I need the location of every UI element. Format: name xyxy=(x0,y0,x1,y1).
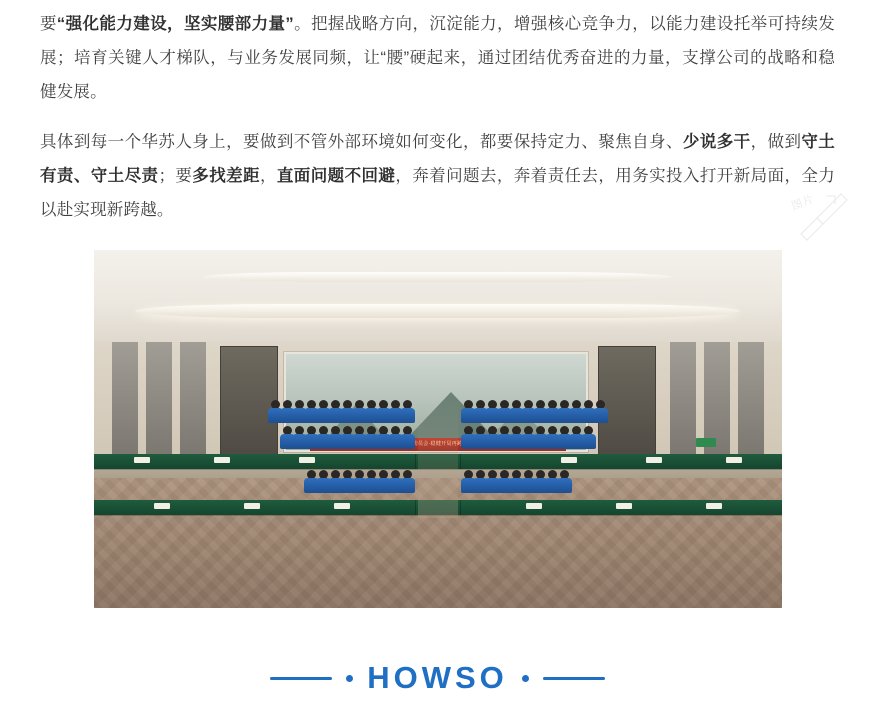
attendee xyxy=(403,400,412,409)
attendee xyxy=(596,400,605,409)
text-run: ， xyxy=(259,167,277,186)
text-run-bold: 守土有责、守土尽责 xyxy=(40,133,835,186)
attendee xyxy=(343,400,352,409)
logo-left-dash xyxy=(270,677,332,680)
text-run: 。把握战略方向，沉淀能力，增强核心竞争力，以能力建设托举可持续发展；培育关键人才梯队，与业务发展同频，让“腰”硬起来，通过团结优秀奋进的力量，支撑公司的战略和稳健发展。 xyxy=(40,15,836,101)
attendee xyxy=(271,400,280,409)
attendee xyxy=(584,400,593,409)
table-paper xyxy=(616,503,632,509)
ceiling-light-outer xyxy=(135,304,740,318)
footer-logo xyxy=(0,660,875,696)
table-paper xyxy=(526,503,542,509)
table-paper xyxy=(299,457,315,463)
attendee xyxy=(488,400,497,409)
attendee xyxy=(343,470,352,479)
table-paper xyxy=(154,503,170,509)
attendee xyxy=(464,470,473,479)
attendee xyxy=(343,426,352,435)
table-paper xyxy=(214,457,230,463)
paragraph-2 xyxy=(40,109,835,227)
attendee xyxy=(379,470,388,479)
attendee xyxy=(548,400,557,409)
text-run: 要 xyxy=(40,15,57,33)
attendee xyxy=(391,470,400,479)
text-run: 具体到每一个华苏人身上，要做到不管外部环境如何变化，都要保持定力、聚焦自身、 xyxy=(40,133,683,152)
attendee xyxy=(355,426,364,435)
meeting-photo xyxy=(94,250,782,608)
attendee xyxy=(524,400,533,409)
attendee xyxy=(548,426,557,435)
attendee xyxy=(500,400,509,409)
attendee xyxy=(355,470,364,479)
attendee xyxy=(307,400,316,409)
attendee xyxy=(295,400,304,409)
table-paper xyxy=(561,457,577,463)
attendee xyxy=(403,470,412,479)
attendee xyxy=(403,426,412,435)
attendee xyxy=(488,426,497,435)
text-run: ，做到 xyxy=(750,133,802,152)
center-aisle xyxy=(418,400,458,518)
table-paper xyxy=(646,457,662,463)
watermark-text: 图片 xyxy=(790,193,817,213)
logo-left-dot xyxy=(346,675,353,682)
attendee xyxy=(367,400,376,409)
attendee xyxy=(367,470,376,479)
attendee xyxy=(500,470,509,479)
text-run-bold: “强化能力建设，坚实腰部力量” xyxy=(56,15,294,33)
attendee xyxy=(512,470,521,479)
attendee xyxy=(464,426,473,435)
attendee xyxy=(391,426,400,435)
attendee xyxy=(476,426,485,435)
attendee xyxy=(560,470,569,479)
table-paper xyxy=(706,503,722,509)
attendee xyxy=(536,426,545,435)
attendee xyxy=(512,426,521,435)
attendee xyxy=(355,400,364,409)
attendee xyxy=(548,470,557,479)
logo-right-dot xyxy=(522,675,529,682)
text-run-bold: 多找差距 xyxy=(192,167,260,186)
ceiling-light-inner xyxy=(204,272,672,282)
attendee xyxy=(307,470,316,479)
attendee xyxy=(295,426,304,435)
attendee xyxy=(524,470,533,479)
attendee xyxy=(524,426,533,435)
attendee xyxy=(536,470,545,479)
table-paper xyxy=(244,503,260,509)
attendee xyxy=(391,400,400,409)
table-paper xyxy=(134,457,150,463)
attendee xyxy=(572,426,581,435)
text-run: ；要 xyxy=(158,167,193,186)
attendee xyxy=(307,426,316,435)
attendee xyxy=(464,400,473,409)
text-run: ，奔着问题去，奔着责任去，用务实投入打开新局面，全力以赴实现新跨越。 xyxy=(40,167,835,220)
attendee xyxy=(283,426,292,435)
table-paper xyxy=(726,457,742,463)
attendee xyxy=(379,400,388,409)
attendee xyxy=(512,400,521,409)
attendee xyxy=(283,400,292,409)
brand-name: HOWSO xyxy=(367,660,508,695)
attendee xyxy=(319,426,328,435)
attendee xyxy=(331,400,340,409)
attendee xyxy=(319,400,328,409)
attendee xyxy=(331,426,340,435)
attendee xyxy=(476,470,485,479)
attendee xyxy=(572,400,581,409)
logo-right-dash xyxy=(543,677,605,680)
attendee xyxy=(319,470,328,479)
attendee xyxy=(536,400,545,409)
attendee xyxy=(331,470,340,479)
attendee xyxy=(560,400,569,409)
attendee xyxy=(584,426,593,435)
attendee xyxy=(488,470,497,479)
attendee xyxy=(500,426,509,435)
text-run-bold: 直面问题不回避 xyxy=(276,167,396,186)
photo-ceiling xyxy=(94,250,782,346)
attendee xyxy=(476,400,485,409)
table-paper xyxy=(334,503,350,509)
attendee xyxy=(379,426,388,435)
attendee xyxy=(560,426,569,435)
text-run-bold: 少说多干 xyxy=(682,133,751,152)
attendee xyxy=(367,426,376,435)
paragraph-1 xyxy=(40,0,835,109)
event-banner: 华苏科技2024年开工动员会·稳健开局再跨越 xyxy=(310,438,566,451)
